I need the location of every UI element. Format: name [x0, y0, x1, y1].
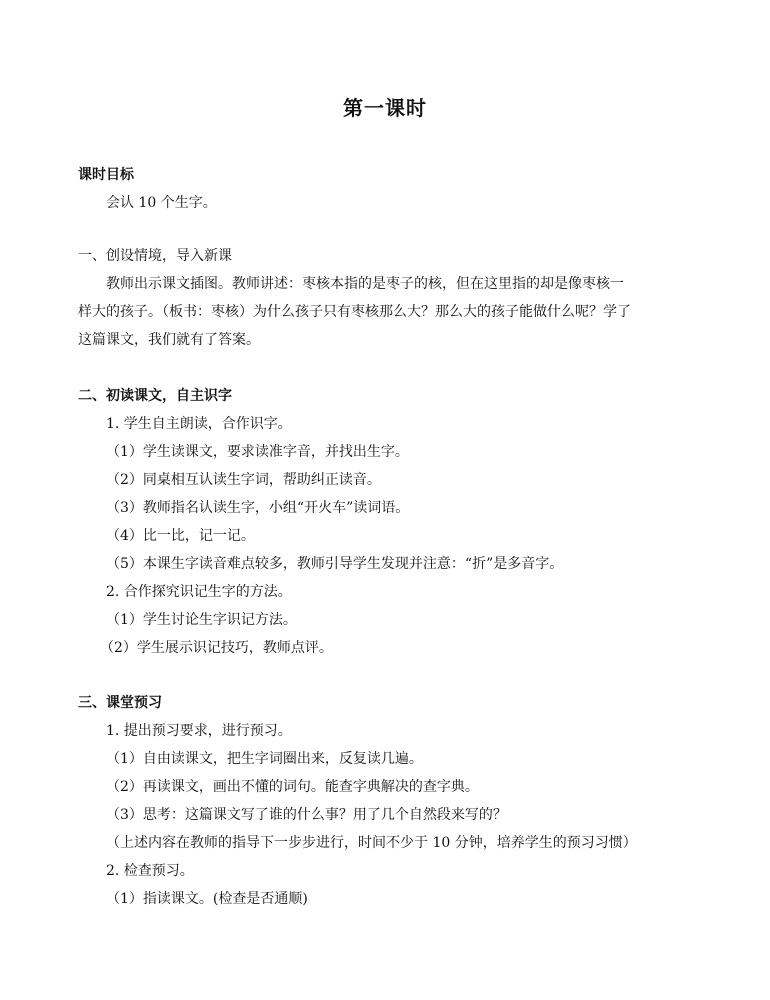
- goal-heading: 课时目标: [78, 167, 134, 183]
- section2-item-1: 1. 学生自主朗读，合作识字。: [106, 416, 292, 432]
- section1-heading: 一、创设情境，导入新课: [78, 248, 232, 264]
- section3-sub-4: （1）指读课文。(检查是否通顺): [106, 891, 308, 907]
- section3-heading: 三、课堂预习: [78, 695, 162, 711]
- section2-sub-3: （3）教师指名认读生字，小组“开火车”读词语。: [106, 500, 410, 516]
- section3-note: （上述内容在教师的指导下一步步进行，时间不少于 10 分钟，培养学生的预习习惯）: [106, 835, 637, 851]
- section2-sub-7: （2）学生展示识记技巧，教师点评。: [100, 640, 333, 656]
- section2-heading: 二、初读课文，自主识字: [78, 388, 232, 404]
- section3-item-1: 1. 提出预习要求，进行预习。: [106, 723, 292, 739]
- section1-paragraph-line-1: 教师出示课文插图。教师讲述：枣核本指的是枣子的核，但在这里指的却是像枣核一: [106, 276, 624, 292]
- section2-sub-5: （5）本课生字读音难点较多，教师引导学生发现并注意：“折”是多音字。: [106, 556, 564, 572]
- section3-sub-3: （3）思考：这篇课文写了谁的什么事？用了几个自然段来写的？: [106, 807, 507, 823]
- goal-text: 会认 10 个生字。: [106, 195, 217, 211]
- section1-paragraph-line-3: 这篇课文，我们就有了答案。: [78, 332, 260, 348]
- section2-sub-2: （2）同桌相互认读生字词，帮助纠正读音。: [106, 472, 381, 488]
- section2-sub-4: （4）比一比，记一记。: [106, 528, 255, 544]
- section3-sub-2: （2）再读课文，画出不懂的词句。能查字典解决的查字典。: [106, 779, 479, 795]
- section2-sub-1: （1）学生读课文，要求读准字音，并找出生字。: [106, 444, 409, 460]
- section2-sub-6: （1）学生讨论生字识记方法。: [106, 612, 297, 628]
- section3-item-2: 2. 检查预习。: [106, 863, 194, 879]
- section2-item-2: 2. 合作探究识记生字的方法。: [106, 584, 292, 600]
- page-title: 第一课时: [343, 96, 427, 120]
- section3-sub-1: （1）自由读课文，把生字词圈出来，反复读几遍。: [106, 751, 423, 767]
- section1-paragraph-line-2: 样大的孩子。（板书：枣核）为什么孩子只有枣核那么大？那么大的孩子能做什么呢？学了: [78, 304, 631, 320]
